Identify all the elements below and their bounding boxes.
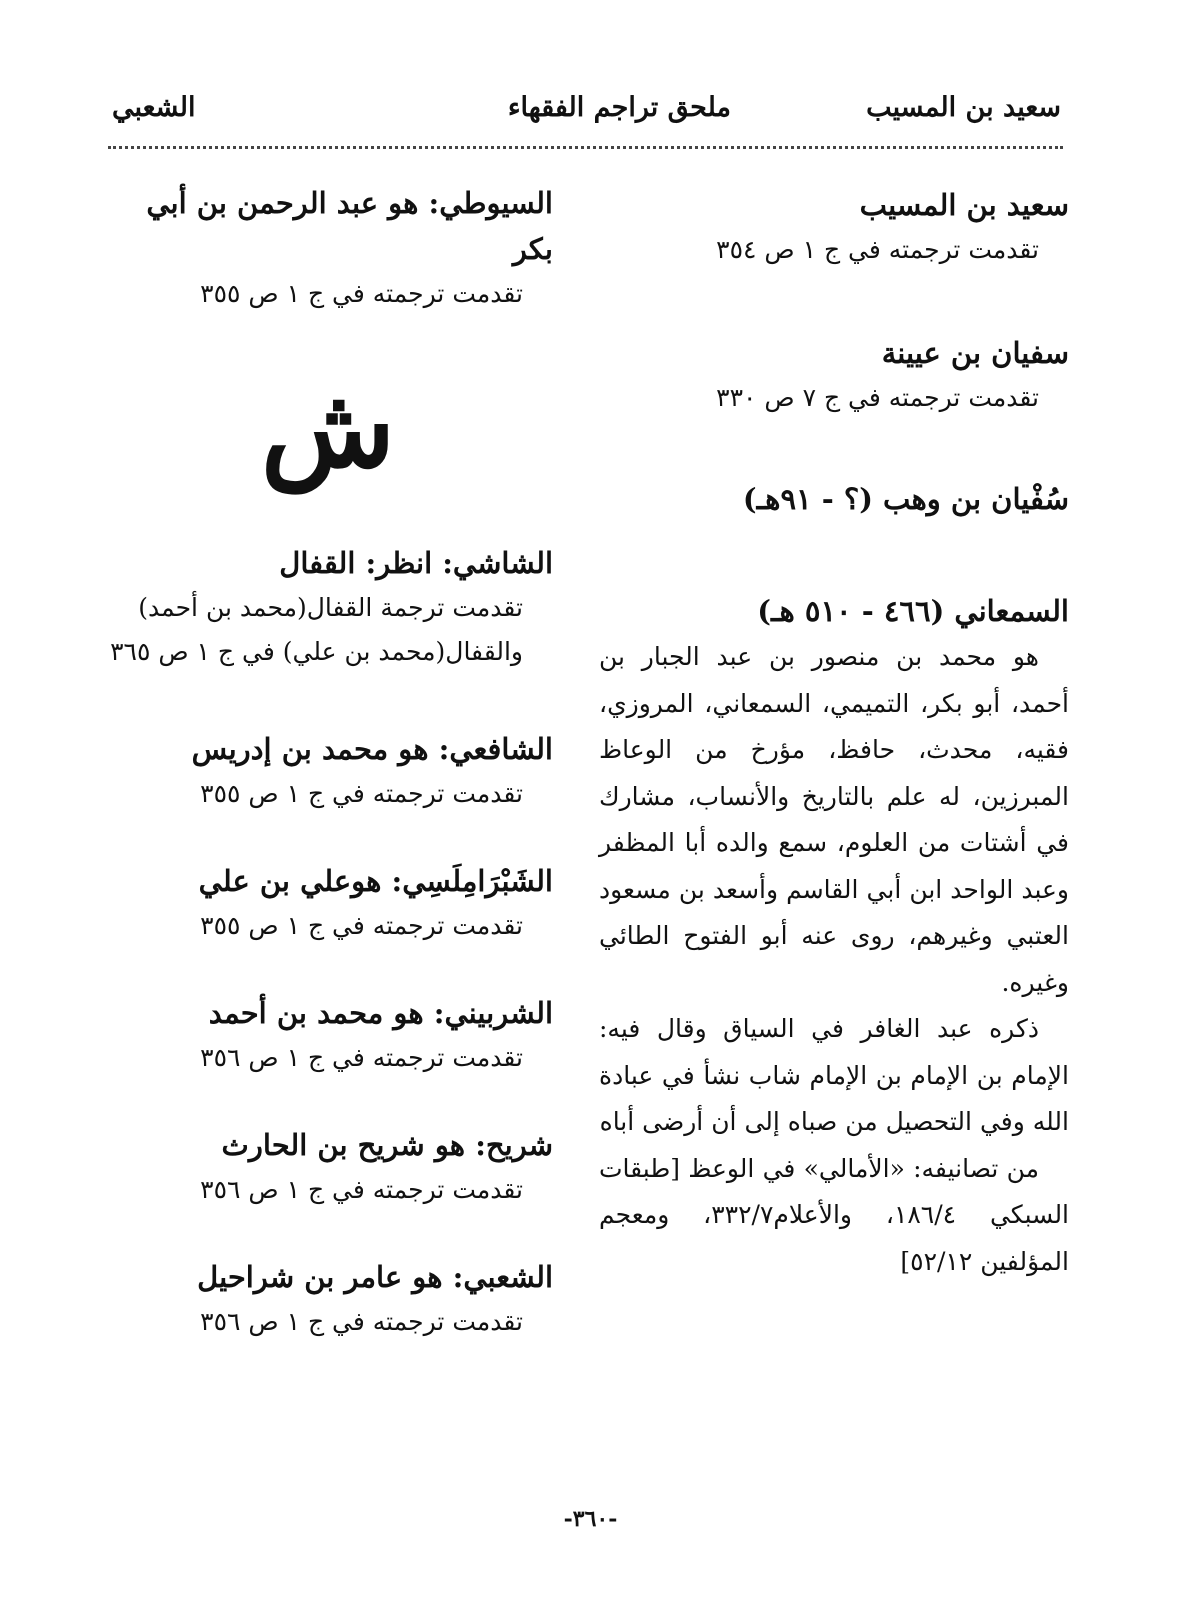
- header-book-title: ملحق تراجم الفقهاء: [507, 92, 731, 123]
- entry-reference: تقدمت ترجمته في ج ١ ص ٣٥٤: [716, 235, 1039, 264]
- biography-paragraph: ذكره عبد الغافر في السياق وقال فيه: الإمام بن الإمام بن الإمام شاب نشأ في عبادة الله وفي التحصيل من صباه إلى أن أرضى أباه: [599, 1014, 1069, 1136]
- entry-reference: تقدمت ترجمته في ج ١ ص ٣٥٥: [200, 911, 523, 940]
- entry-reference: تقدمت ترجمة القفال(محمد بن أحمد) والقفال(محمد بن علي) في ج ١ ص ٣٦٥: [110, 593, 523, 666]
- entry-reference: تقدمت ترجمته في ج ١ ص ٣٥٥: [200, 279, 523, 308]
- entry-title: السيوطي: هو عبد الرحمن بن أبي بكر: [146, 186, 553, 266]
- entry-title: الشربيني: هو محمد بن أحمد: [208, 996, 553, 1030]
- entry-title: شريح: هو شريح بن الحارث: [221, 1128, 553, 1162]
- entry-title: السمعاني (٤٦٦ - ٥١٠ هـ): [757, 594, 1069, 628]
- running-header: [112, 92, 1061, 132]
- entry-title: الشافعي: هو محمد بن إدريس: [191, 732, 553, 766]
- entry-reference: تقدمت ترجمته في ج ١ ص ٣٥٥: [200, 779, 523, 808]
- entry-title: الشعبي: هو عامر بن شراحيل: [197, 1260, 553, 1294]
- entry-reference: تقدمت ترجمته في ج ٧ ص ٣٣٠: [716, 383, 1039, 412]
- entry-title: سفيان بن عيينة: [881, 336, 1069, 370]
- header-dotted-rule: [108, 146, 1063, 149]
- entry-reference: تقدمت ترجمته في ج ١ ص ٣٥٦: [200, 1307, 523, 1336]
- header-left-title: الشعبي: [112, 92, 196, 123]
- entry-reference: تقدمت ترجمته في ج ١ ص ٣٥٦: [200, 1175, 523, 1204]
- entry-title: الشَبْرَامِلَسِي: هوعلي بن علي: [198, 864, 553, 898]
- header-right-title: سعيد بن المسيب: [866, 92, 1061, 123]
- entry-title: سعيد بن المسيب: [859, 188, 1069, 222]
- biography-paragraph: من تصانيفه: «الأمالي» في الوعظ [طبقات السبكي ١٨٦/٤، والأعلام٣٣٢/٧، ومعجم المؤلفين ٥٢/١٢]: [599, 1153, 1070, 1276]
- entry-title: الشاشي: انظر: القفال: [279, 546, 553, 580]
- biography-paragraph: هو محمد بن منصور بن عبد الجبار بن أحمد، أبو بكر، التميمي، السمعاني، المروزي، فقيه، محدث، حافظ، مؤرخ من الوعاظ المبرزين، له علم بالتاريخ والأنساب، مشارك في أشتات من العلوم، سمع والده أبا المظفر وعبد الواحد ابن أبي القاسم وأسعد بن مسعود العتبي وغيرهم، روى عنه أبو الفتوح الطائي وغيره.: [599, 642, 1069, 997]
- left-column: [103, 180, 553, 1344]
- entry-title: سُفْيان بن وهب (؟ - ٩١هـ): [742, 482, 1069, 516]
- entry-reference: تقدمت ترجمته في ج ١ ص ٣٥٦: [200, 1043, 523, 1072]
- section-letter-heading: ش: [260, 363, 396, 492]
- page-number: -٣٦٠-: [563, 1506, 618, 1532]
- right-column: [599, 180, 1069, 1285]
